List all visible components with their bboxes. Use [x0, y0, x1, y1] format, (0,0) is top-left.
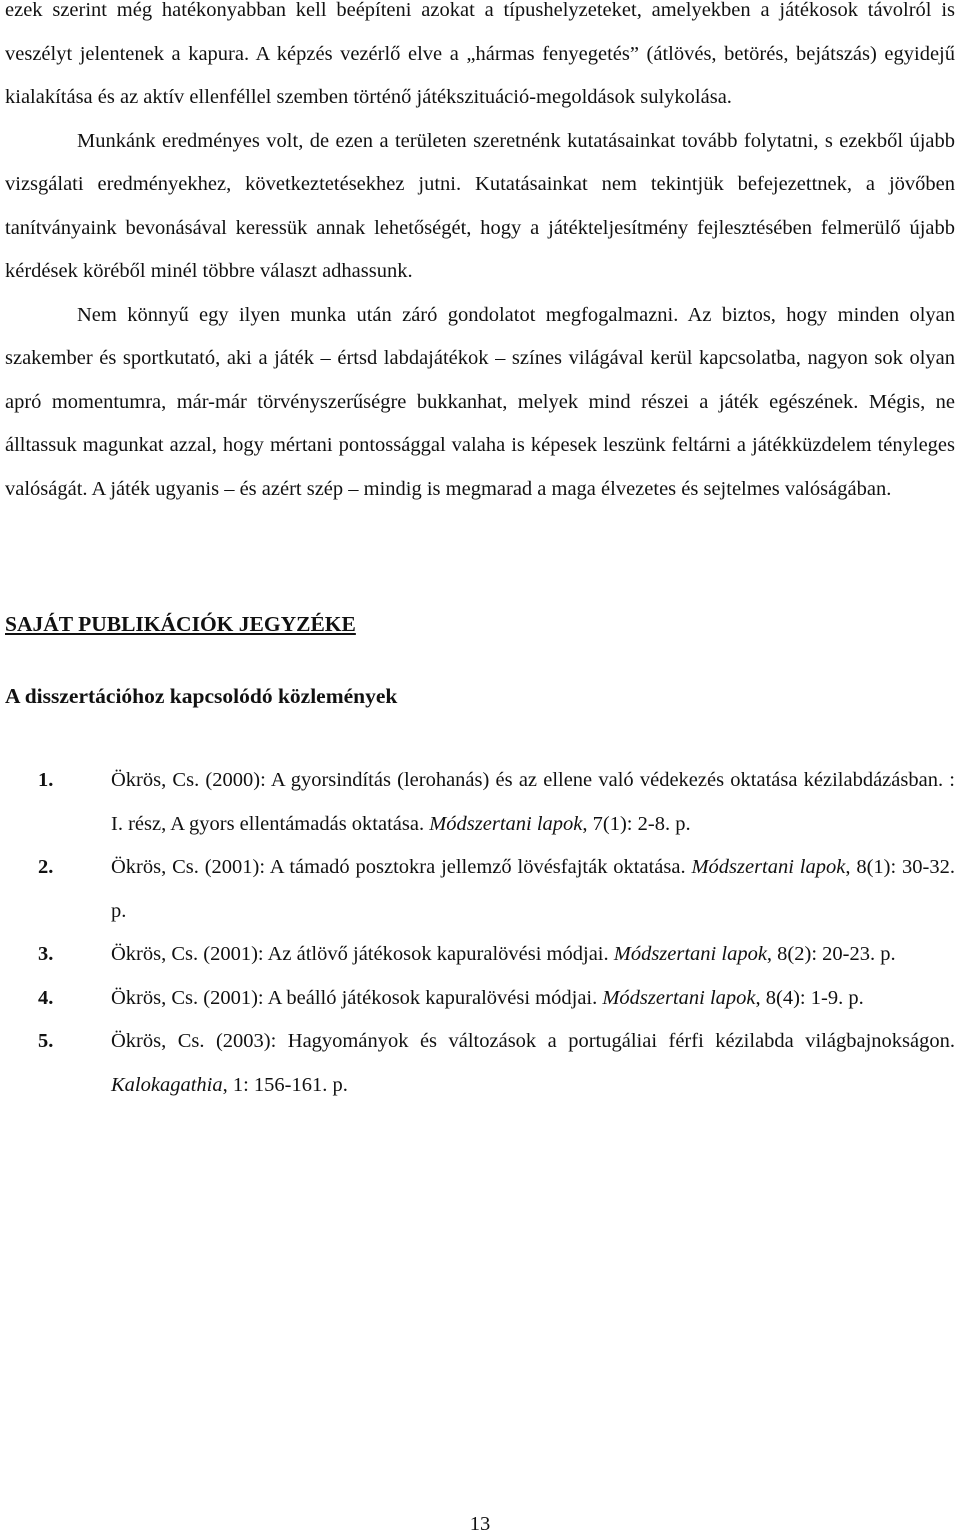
- body-paragraph: ezek szerint még hatékonyabban kell beépíteni azokat a típushelyzeteket, amelyekben a játékosok távolról is veszélyt jelentenek a kapura. A képzés vezérlő elve a „hármas fenyegetés” (átlövés, betörés, bejátszás) egyidejű kialakítása és az aktív ellenféllel szemben történő játékszituáció-megoldások sulykolása.: [5, 0, 955, 108]
- publication-item: [5, 846, 955, 933]
- section-title: SAJÁT PUBLIKÁCIÓK JEGYZÉKE: [5, 612, 356, 636]
- publication-details: , 1: 156-161. p.: [222, 1073, 348, 1096]
- publication-text: Ökrös, Cs. (2001): A támadó posztokra jellemző lövésfajták oktatása.: [111, 856, 692, 878]
- publication-item: [5, 759, 955, 846]
- publication-journal: Módszertani lapok: [691, 856, 846, 878]
- publication-number: 4.: [38, 986, 54, 1009]
- publication-number: 2.: [38, 856, 54, 878]
- publication-text: Ökrös, Cs. (2000): A gyorsindítás (lerohanás) és az ellene való védekezés oktatása kézilabdázásban. : I. rész, A gyors ellentámadás oktatása.: [111, 769, 955, 835]
- publication-list: [5, 759, 955, 1107]
- body-paragraph: Nem könnyű egy ilyen munka után záró gondolatot megfogalmazni. Az biztos, hogy minden olyan szakember és sportkutató, aki a játék – értsd labdajátékok – színes világával kerül kapcsolatba, nagyon sok olyan apró momentumra, már-már törvényszerűségre bukkanhat, melyek mind részei a játék egészének. Mégis, ne álltassuk magunkat azzal, hogy mértani pontossággal valaha is képesek leszünk feltárni a játékküzdelem tényleges valóságát. A játék ugyanis – és azért szép – mindig is megmarad a maga élvezetes és sejtelmes valóságában.: [5, 303, 955, 500]
- publication-details: , 8(4): 1-9. p.: [755, 986, 864, 1009]
- publication-text: Ökrös, Cs. (2001): Az átlövő játékosok kapuralövési módjai.: [111, 943, 614, 965]
- publication-journal: Módszertani lapok: [602, 986, 756, 1009]
- body-paragraph: Munkánk eredményes volt, de ezen a területen szeretnénk kutatásainkat tovább folytatni, s ezekből újabb vizsgálati eredményekhez, következtetésekhez jutni. Kutatásainkat nem tekintjük befejezettnek, a jövőben tanítványaink bevonásával keressük annak lehetőségét, hogy a játékteljesítmény fejlesztésében felmerülő újabb kérdések köréből minél többre választ adhassunk.: [5, 129, 955, 282]
- publication-item: [5, 1020, 955, 1107]
- publication-journal: Módszertani lapok: [613, 943, 767, 965]
- publication-number: 1.: [38, 769, 54, 791]
- publication-text: Ökrös, Cs. (2003): Hagyományok és változások a portugáliai férfi kézilabda világbajnokságon.: [111, 1030, 955, 1052]
- publication-journal: Kalokagathia: [111, 1073, 223, 1096]
- section-subtitle: A disszertációhoz kapcsolódó közlemények: [5, 684, 398, 708]
- publication-details: , 7(1): 2-8. p.: [582, 812, 691, 835]
- publication-number: 3.: [38, 943, 54, 965]
- publication-journal: Módszertani lapok: [429, 812, 583, 835]
- document-page: [5, 0, 955, 1107]
- publication-number: 5.: [38, 1030, 54, 1052]
- publication-details: , 8(2): 20-23. p.: [766, 943, 896, 965]
- publication-item: [5, 977, 955, 1021]
- publication-item: [5, 933, 955, 977]
- publication-text: Ökrös, Cs. (2001): A beálló játékosok kapuralövési módjai.: [111, 986, 603, 1009]
- page-number: 13: [469, 1513, 491, 1535]
- publication-details: , 8(1): 30-32. p.: [111, 856, 955, 922]
